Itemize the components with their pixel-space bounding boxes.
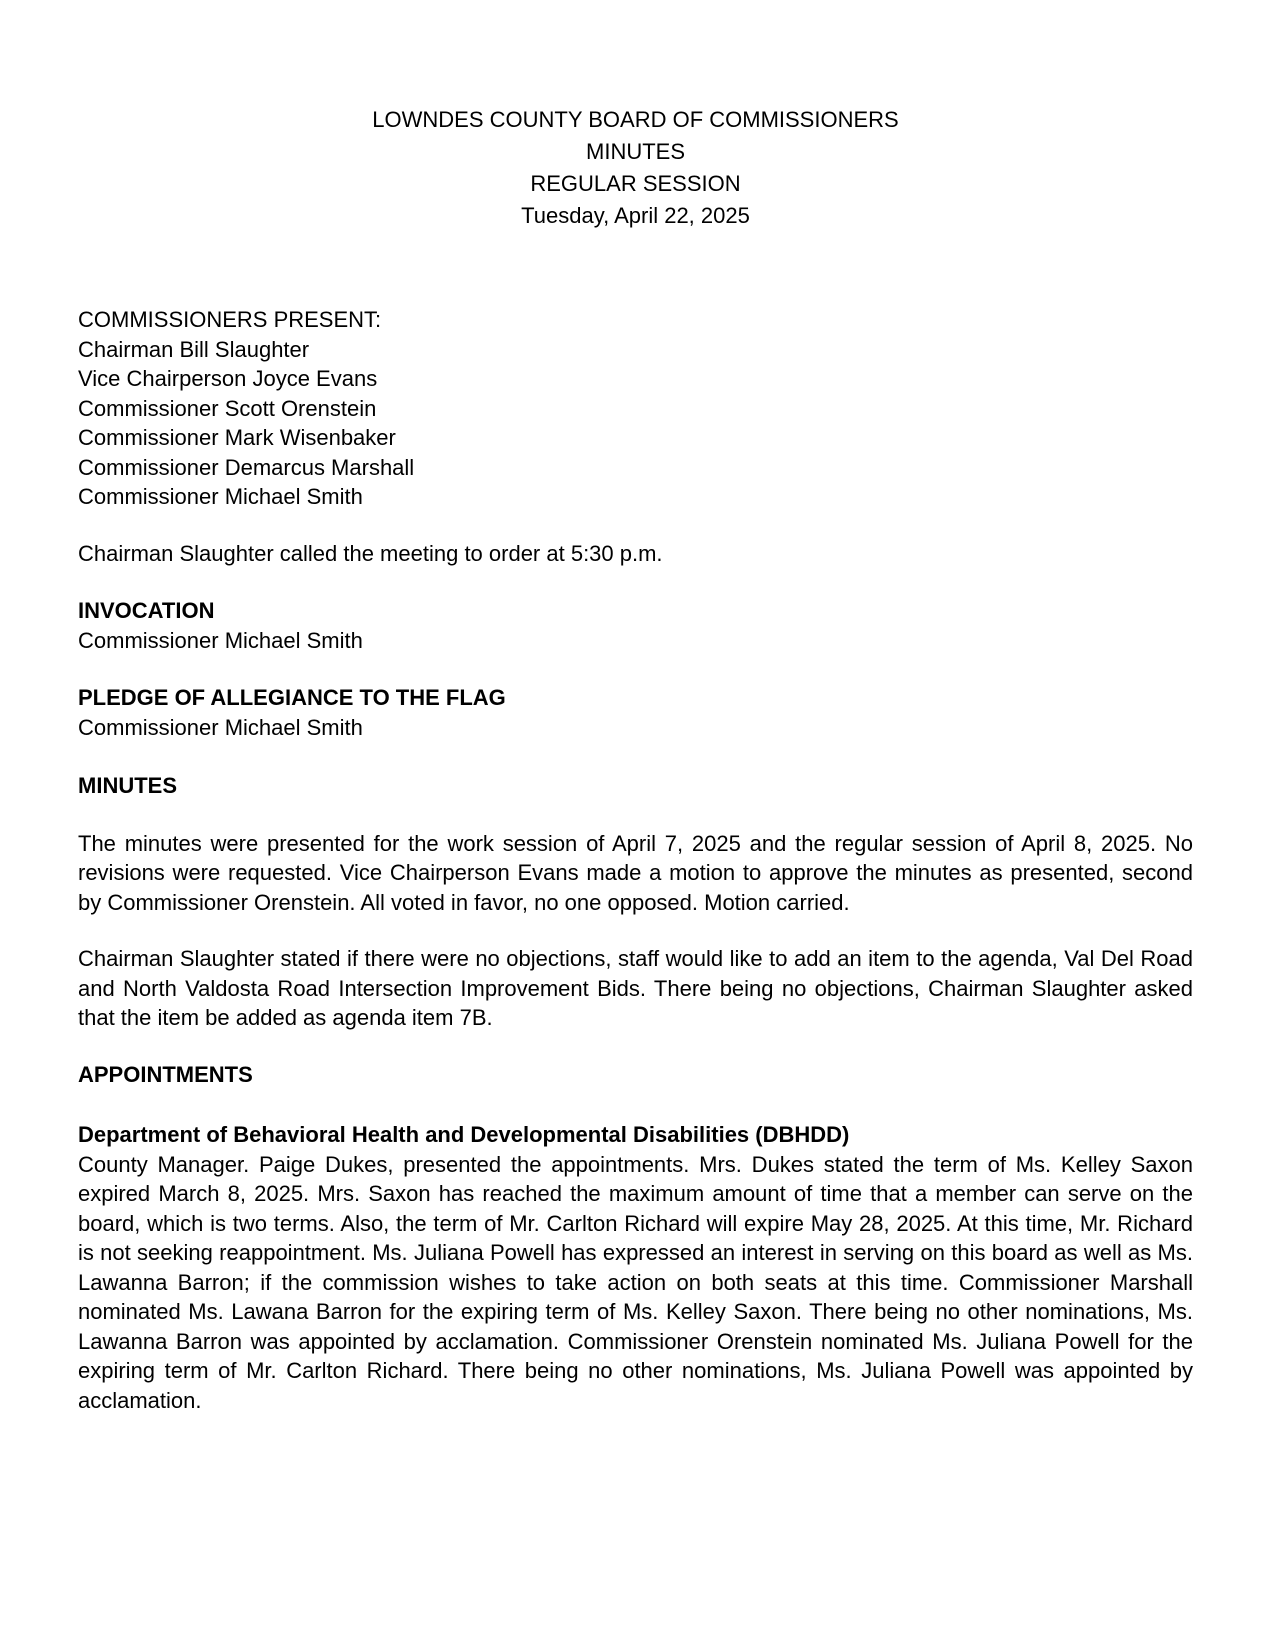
pledge-body: Commissioner Michael Smith: [78, 714, 363, 740]
attendance-member: Vice Chairperson Joyce Evans: [78, 366, 378, 391]
minutes-paragraph-approval: The minutes were presented for the work session of April 7, 2025 and the regular session of April 8, 2025. No revisions were requested. Vice Chairperson Evans made a motion to approve the minutes as presented, second by Commissioner Orenstein. All voted in favor, no one opposed. Motion carried.: [78, 830, 1193, 915]
minutes-section-heading: MINUTES: [78, 773, 177, 798]
invocation-heading: INVOCATION: [78, 598, 215, 623]
title-line-date: Tuesday, April 22, 2025: [521, 203, 750, 228]
dbhdd-paragraph: County Manager. Paige Dukes, presented the appointments. Mrs. Dukes stated the term of Ms. Kelley Saxon expired March 8, 2025. Mrs. Saxon has reached the maximum amount of time that a member can serve on the board, which is two terms. Also, the term of Mr. Carlton Richard will expire May 28, 2025. At this time, Mr. Richard is not seeking reappointment. Ms. Juliana Powell has expressed an interest in serving on this board as well as Ms. Lawanna Barron; if the commission wishes to take action on both seats at this time. Commissioner Marshall nominated Ms. Lawana Barron for the expiring term of Ms. Kelley Saxon. There being no other nominations, Ms. Lawanna Barron was appointed by acclamation. Commissioner Orenstein nominated Ms. Juliana Powell for the expiring term of Mr. Carlton Richard. There being no other nominations, Ms. Juliana Powell was appointed by acclamation.: [78, 1151, 1193, 1413]
pledge-heading: PLEDGE OF ALLEGIANCE TO THE FLAG: [78, 685, 506, 710]
minutes-paragraph-agenda-addition: Chairman Slaughter stated if there were no objections, staff would like to add an item to the agenda, Val Del Road and North Valdosta Road Intersection Improvement Bids. There being no objections, Chairman Slaughter asked that the item be added as agenda item 7B.: [78, 946, 1193, 1030]
dbhdd-subheading: Department of Behavioral Health and Developmental Disabilities (DBHDD): [78, 1122, 850, 1147]
call-to-order-text: Chairman Slaughter called the meeting to order at 5:30 p.m.: [78, 540, 663, 566]
attendance-member: Commissioner Michael Smith: [78, 484, 363, 509]
title-line-doc-type: MINUTES: [586, 139, 685, 164]
appointments-section-heading: APPOINTMENTS: [78, 1061, 253, 1087]
commissioners-present-section: [78, 305, 1193, 512]
attendance-member: Commissioner Mark Wisenbaker: [78, 425, 396, 450]
attendance-member: Commissioner Demarcus Marshall: [78, 454, 415, 480]
attendance-member: Chairman Bill Slaughter: [78, 336, 310, 362]
document-title-block: [78, 104, 1193, 232]
invocation-body: Commissioner Michael Smith: [78, 627, 363, 653]
attendance-heading: COMMISSIONERS PRESENT:: [78, 307, 382, 332]
invocation-section: [78, 596, 1193, 655]
pledge-section: [78, 683, 1193, 742]
dbhdd-appointment-subsection: [78, 1120, 1193, 1415]
title-line-organization: LOWNDES COUNTY BOARD OF COMMISSIONERS: [372, 107, 899, 132]
attendance-member: Commissioner Scott Orenstein: [78, 395, 377, 421]
title-line-session-type: REGULAR SESSION: [530, 171, 741, 196]
